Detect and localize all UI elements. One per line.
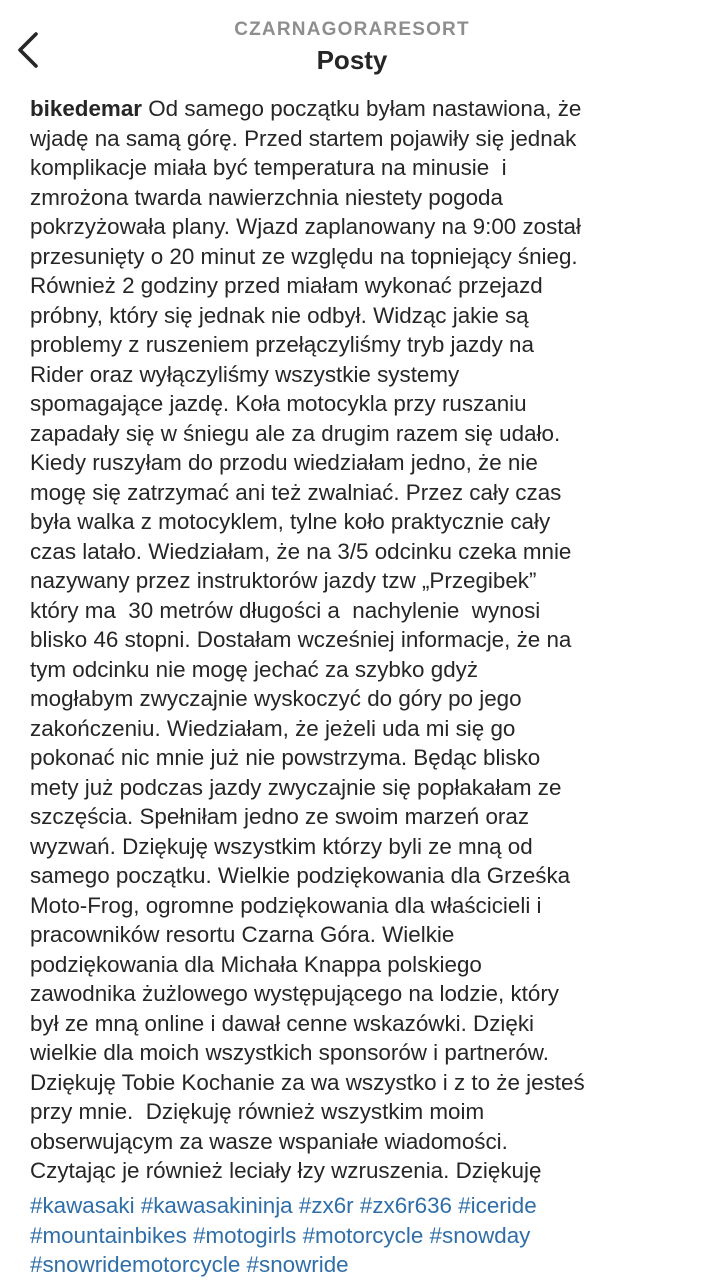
hashtag-link[interactable]: #snowday [429, 1222, 531, 1248]
caption-line [30, 566, 690, 596]
caption-line [30, 684, 690, 714]
caption-text: podziękowania dla Michała Knappa polskiego [30, 951, 482, 977]
caption-line [30, 802, 690, 832]
caption-line [30, 301, 690, 331]
caption-text: pokonać nic mnie już nie powstrzyma. Będąc blisko [30, 745, 541, 770]
caption-text: tym odcinku nie mogę jechać za szybko gdyż [30, 656, 479, 682]
caption-text: wjadę na samą górę. Przed startem pojawiły się jednak [30, 125, 577, 151]
caption-text: przy mnie. Dziękuję również wszystkim moim [30, 1099, 485, 1124]
caption-line [30, 153, 690, 183]
caption-line [30, 537, 690, 567]
caption-line [30, 419, 690, 449]
caption-line [30, 596, 690, 626]
hashtag-link[interactable]: #kawasakininja [140, 1193, 293, 1218]
caption-text: próbny, który się jednak nie odbył. Widząc jakie są [30, 302, 529, 328]
caption-text: zawodnika żużlowego występującego na lodzie, który [30, 981, 559, 1006]
caption-line [30, 1097, 690, 1127]
caption-text: czas latało. Wiedziałam, że na 3/5 odcinku czeka mnie [30, 538, 572, 564]
username-link[interactable]: bikedemar [30, 96, 143, 121]
caption-text: szczęścia. Spełniłam jedno ze swoim marzeń oraz [30, 804, 530, 829]
hashtag-row [30, 1250, 700, 1280]
caption-text: samego początku. Wielkie podziękowania dla Grześka [30, 863, 571, 888]
caption-text: komplikacje miała być temperatura na minusie i [30, 155, 507, 180]
hashtag-link[interactable]: #motogirls [193, 1222, 297, 1248]
hashtag-link[interactable]: #iceride [458, 1193, 537, 1218]
caption-line [30, 655, 690, 685]
caption-text: Dziękuję Tobie Kochanie za wa wszystko i z to że jesteś [30, 1069, 585, 1095]
caption-text: nazywany przez instruktorów jazdy tzw „Przegibek” [30, 568, 537, 593]
caption-line [30, 1009, 690, 1039]
caption-line [30, 1038, 690, 1068]
caption-line [30, 330, 690, 360]
caption-line [30, 360, 690, 390]
screen-title: Posty [316, 45, 388, 75]
header [0, 0, 704, 86]
caption-line [30, 1068, 690, 1098]
caption-text: obserwującym za wasze wspaniałe wiadomości. [30, 1128, 508, 1154]
caption-line [30, 94, 690, 124]
caption-line [30, 448, 690, 478]
caption-text: mogę się zatrzymać ani też zwalniać. Przez cały czas [30, 479, 562, 505]
caption-line [30, 507, 690, 537]
caption-text: pokrzyżowała plany. Wjazd zaplanowany na 9:00 został [30, 214, 581, 239]
hashtag-link[interactable]: #snowride [246, 1252, 349, 1277]
caption-line [30, 242, 690, 272]
caption-text: Rider oraz wyłączyliśmy wszystkie systemy [30, 361, 460, 387]
caption-line [30, 478, 690, 508]
hashtag-link[interactable]: #kawasaki [30, 1193, 135, 1218]
caption-text: Kiedy ruszyłam do przodu wiedziałam jedno, że nie [30, 450, 538, 475]
caption-text: wielkie dla moich wszystkich sponsorów i partnerów. [30, 1040, 549, 1065]
hashtag-row [30, 1191, 700, 1221]
caption-line [30, 124, 690, 154]
caption-line [30, 1127, 690, 1157]
caption-text: zakończeniu. Wiedziałam, że jeżeli uda mi się go [30, 715, 516, 741]
caption-text: Czytając je również leciały łzy wzruszenia. Dziękuję [30, 1158, 542, 1183]
caption-line [30, 183, 690, 213]
hashtag-link[interactable]: #motorcycle [302, 1222, 424, 1248]
caption-line [30, 920, 690, 950]
hashtag-link[interactable]: #snowridemotorcycle [30, 1252, 241, 1277]
hashtag-link[interactable]: #mountainbikes [30, 1222, 187, 1248]
caption-text: mety już podczas jazdy zwyczajnie się popłakałam ze [30, 774, 562, 800]
caption-line [30, 950, 690, 980]
caption-line [30, 773, 690, 803]
caption-text: mogłabym zwyczajnie wyskoczyć do góry po jego [30, 686, 522, 711]
caption-line [30, 212, 690, 242]
caption-line [30, 1156, 690, 1186]
caption-text: przesunięty o 20 minut ze względu na topniejący śnieg. [30, 243, 578, 269]
caption-text: był ze mną online i dawał cenne wskazówki. Dzięki [30, 1010, 535, 1036]
hashtag-link[interactable]: #zx6r [298, 1193, 354, 1218]
caption-line [30, 714, 690, 744]
hashtag-list [30, 1191, 700, 1280]
caption-text: blisko 46 stopni. Dostałam wcześniej informacje, że na [30, 627, 572, 652]
caption-text: wyzwań. Dziękuję wszystkim którzy byli ze mną od [30, 833, 533, 859]
hashtag-row [30, 1221, 700, 1251]
caption-line [30, 389, 690, 419]
account-name[interactable]: CZARNAGORARESORT [234, 19, 470, 40]
caption-line [30, 625, 690, 655]
caption-text: pracowników resortu Czarna Góra. Wielkie [30, 922, 455, 947]
caption-text: zapadały się w śniegu ale za drugim razem się udało. [30, 420, 561, 446]
caption-line [30, 271, 690, 301]
caption-line [30, 743, 690, 773]
caption-text: który ma 30 metrów długości a nachylenie wynosi [30, 597, 541, 623]
caption-line [30, 861, 690, 891]
caption-text: Moto-Frog, ogromne podziękowania dla właścicieli i [30, 892, 542, 918]
caption-line [30, 891, 690, 921]
caption-text: zmrożona twarda nawierzchnia niestety pogoda [30, 184, 503, 210]
hashtag-link[interactable]: #zx6r636 [359, 1193, 452, 1218]
caption-text: spomagające jazdę. Koła motocykla przy ruszaniu [30, 391, 527, 416]
caption-line [30, 832, 690, 862]
caption-text: Od samego początku byłam nastawiona, że [148, 96, 582, 121]
caption-text: Również 2 godziny przed miałam wykonać przejazd [30, 273, 543, 298]
caption-text: była walka z motocyklem, tylne koło praktycznie cały [30, 509, 551, 534]
post-caption [30, 94, 690, 1186]
caption-line [30, 979, 690, 1009]
caption-text: problemy z ruszeniem przełączyliśmy tryb jazdy na [30, 332, 534, 357]
